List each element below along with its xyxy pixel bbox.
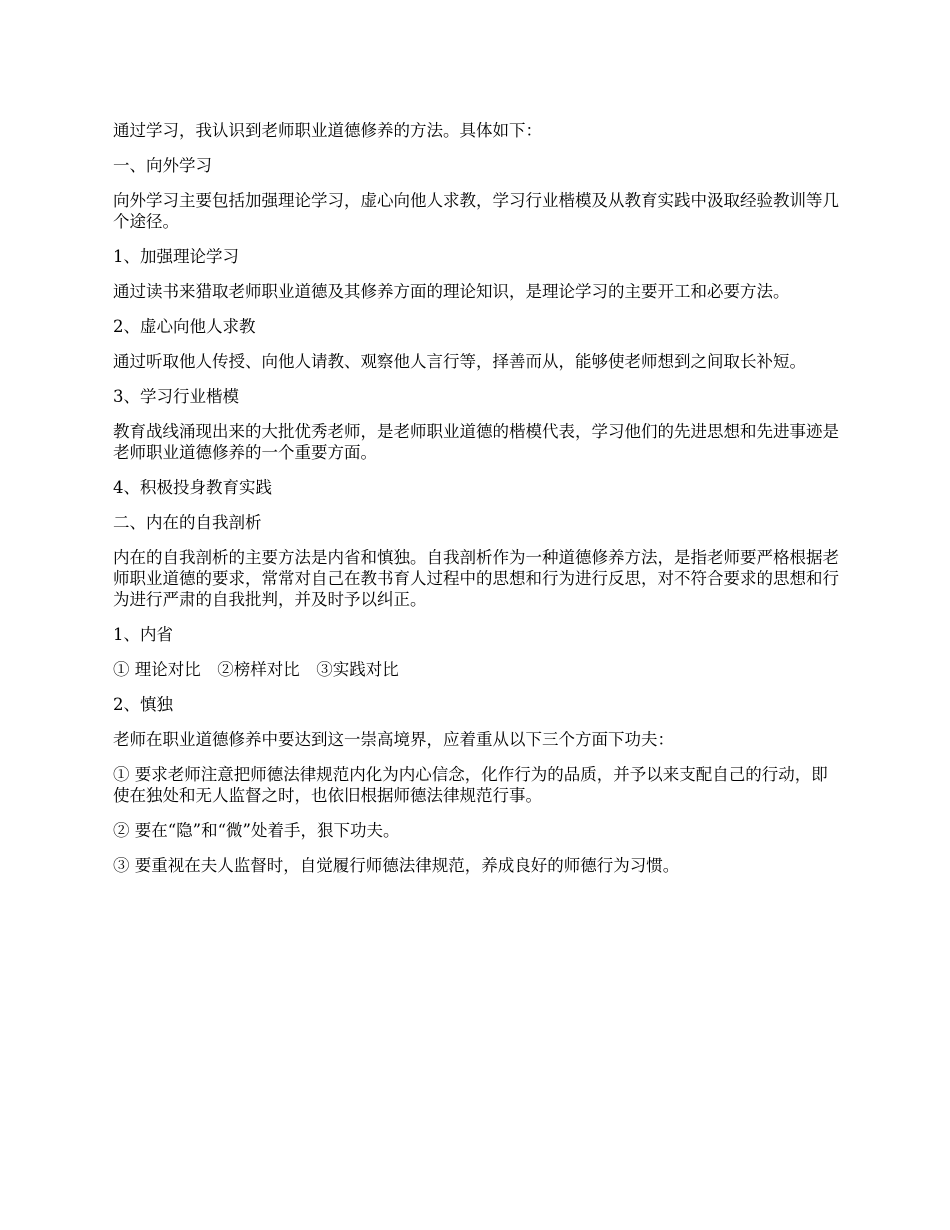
comparison-list: ① 理论对比 ②榜样对比 ③实践对比 — [113, 660, 399, 679]
list-item: ① 要求老师注意把师德法律规范内化为内心信念，化作行为的品质，并予以来支配自己的行动，即使在独处和无人监督之时，也依旧根据师德法律规范行事。 — [113, 765, 828, 805]
subheading-seek-advice: 2、虚心向他人求教 — [113, 317, 256, 336]
body-paragraph: 通过读书来猎取老师职业道德及其修养方面的理论知识，是理论学习的主要开工和必要方法。 — [113, 282, 790, 301]
body-paragraph: 教育战线涌现出来的大批优秀老师，是老师职业道德的楷模代表，学习他们的先进思想和先进事迹是老师职业道德修养的一个重要方面。 — [113, 422, 839, 462]
body-paragraph: 老师在职业道德修养中要达到这一崇高境界，应着重从以下三个方面下功夫： — [113, 730, 674, 749]
body-paragraph: 通过听取他人传授、向他人请教、观察他人言行等，择善而从，能够使老师想到之间取长补短。 — [113, 352, 806, 371]
subheading-practice: 4、积极投身教育实践 — [113, 478, 272, 497]
section-heading-self-analysis: 二、内在的自我剖析 — [113, 513, 262, 532]
document-page — [113, 120, 843, 876]
list-item: ③ 要重视在夫人监督时，自觉履行师德法律规范，养成良好的师德行为习惯。 — [113, 856, 680, 875]
subheading-introspection: 1、内省 — [113, 625, 173, 644]
section-heading-external-learning: 一、向外学习 — [113, 156, 212, 175]
body-paragraph: 向外学习主要包括加强理论学习，虚心向他人求教，学习行业楷模及从教育实践中汲取经验教训等几个途径。 — [113, 191, 839, 231]
intro-paragraph: 通过学习，我认识到老师职业道德修养的方法。具体如下： — [113, 121, 542, 140]
subheading-self-discipline: 2、慎独 — [113, 695, 173, 714]
body-paragraph: 内在的自我剖析的主要方法是内省和慎独。自我剖析作为一种道德修养方法，是指老师要严格根据老师职业道德的要求，常常对自己在教书育人过程中的思想和行为进行反思，对不符合要求的思想和行为进行严肃的自我批判，并及时予以纠正。 — [113, 548, 839, 609]
subheading-role-models: 3、学习行业楷模 — [113, 387, 239, 406]
subheading-theory-study: 1、加强理论学习 — [113, 247, 239, 266]
list-item: ② 要在“隐”和“微”处着手，狠下功夫。 — [113, 821, 400, 840]
